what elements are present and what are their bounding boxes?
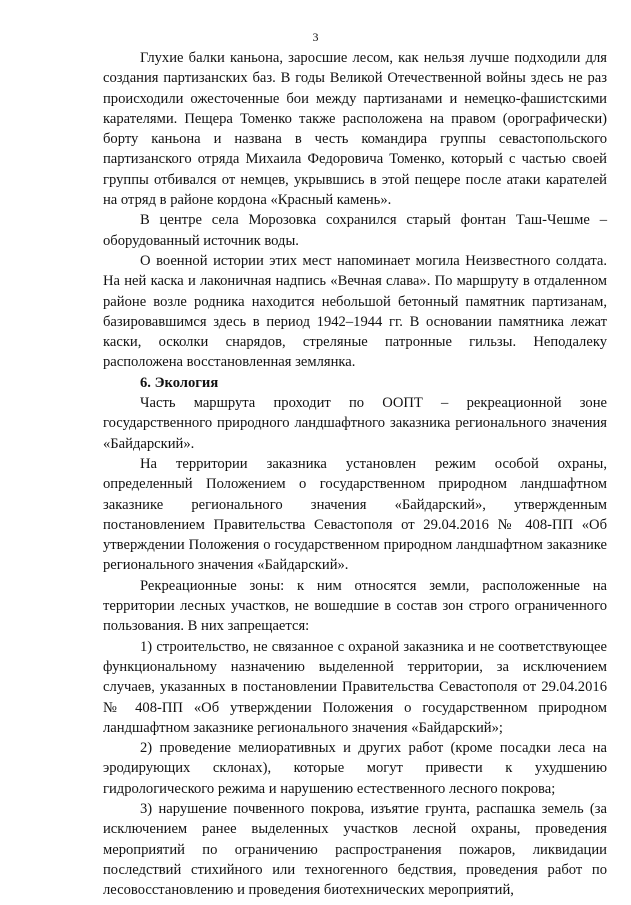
page-number: 3 [312,30,319,44]
section-heading: 6. Экология [140,374,219,391]
paragraph-canyon-history: Глухие балки каньона, заросшие лесом, как нельзя лучше подходили для создания партизанских баз. В годы Великой Отечественной войны здесь не раз происходили ожесточенные бои между партизанами и немецко-фашистскими карателями. Пещера Томенко также расположена на правом (орографически) борту каньона и названа в честь командира группы севастопольского партизанского отряда Михаила Федоровича Томенко, который с частью своей группы отбивался от немцев, укрывшись в этой пещере после атаки карателей на отряд в районе кордона «Красный камень». [103,50,607,209]
paragraph-military-history: О военной истории этих мест напоминает могила Неизвестного солдата. На ней каска и лаконичная надпись «Вечная слава». По маршруту в отдаленном районе возле родника находится небольшой бетонный памятник партизанам, базировавшимся здесь в период 1942–1944 гг. В основании памятника лежат каски, осколки снарядов, стреляные патронные гильзы. Неподалеку расположена восстановленная землянка. [103,252,607,371]
list-item-2: 2) проведение мелиоративных и других работ (кроме посадки леса на эродирующих склонах), которые могут привести к ухудшению гидрологического режима и нарушению естественного лесного покрова; [103,740,607,797]
paragraph-fountain: В центре села Морозовка сохранился старый фонтан Таш-Чешме – оборудованный источник воды. [103,212,607,249]
document-body [103,48,607,900]
paragraph-protection-regime: На территории заказника установлен режим особой охраны, определенный Положением о государственном природном ландшафтном заказнике регионального значения «Байдарский», утвержденным постановлением Правительства Севастополя от 29.04.2016 № 408-ПП «Об утверждении Положения о государственном природном ландшафтном заказнике регионального значения «Байдарский». [103,455,607,574]
paragraph-oopt: Часть маршрута проходит по ООПТ – рекреационной зоне государственного природного ландшафтного заказника регионального значения «Байдарский». [103,395,607,452]
paragraph-recreation-zones: Рекреационные зоны: к ним относятся земли, расположенные на территории лесных участков, не вошедшие в состав зон строго ограниченного пользования. В них запрещается: [103,577,607,635]
list-item-3: 3) нарушение почвенного покрова, изъятие грунта, распашка земель (за исключением ранее выделенных участков лесной охраны, проведения мероприятий по ограничению распространения пожаров, ликвидации последствий стихийного или техногенного бедствия, проведения работ по лесовосстановлению и проведения биотехнических мероприятий, [103,800,607,899]
list-item-1: 1) строительство, не связанное с охраной заказника и не соответствующее функциональному назначению выделенной территории, за исключением случаев, указанных в постановлении Правительства Севастополя от 29.04.2016 № 408-ПП «Об утверждении Положения о государственном природном ландшафтном заказнике регионального значения «Байдарский»; [103,638,607,736]
